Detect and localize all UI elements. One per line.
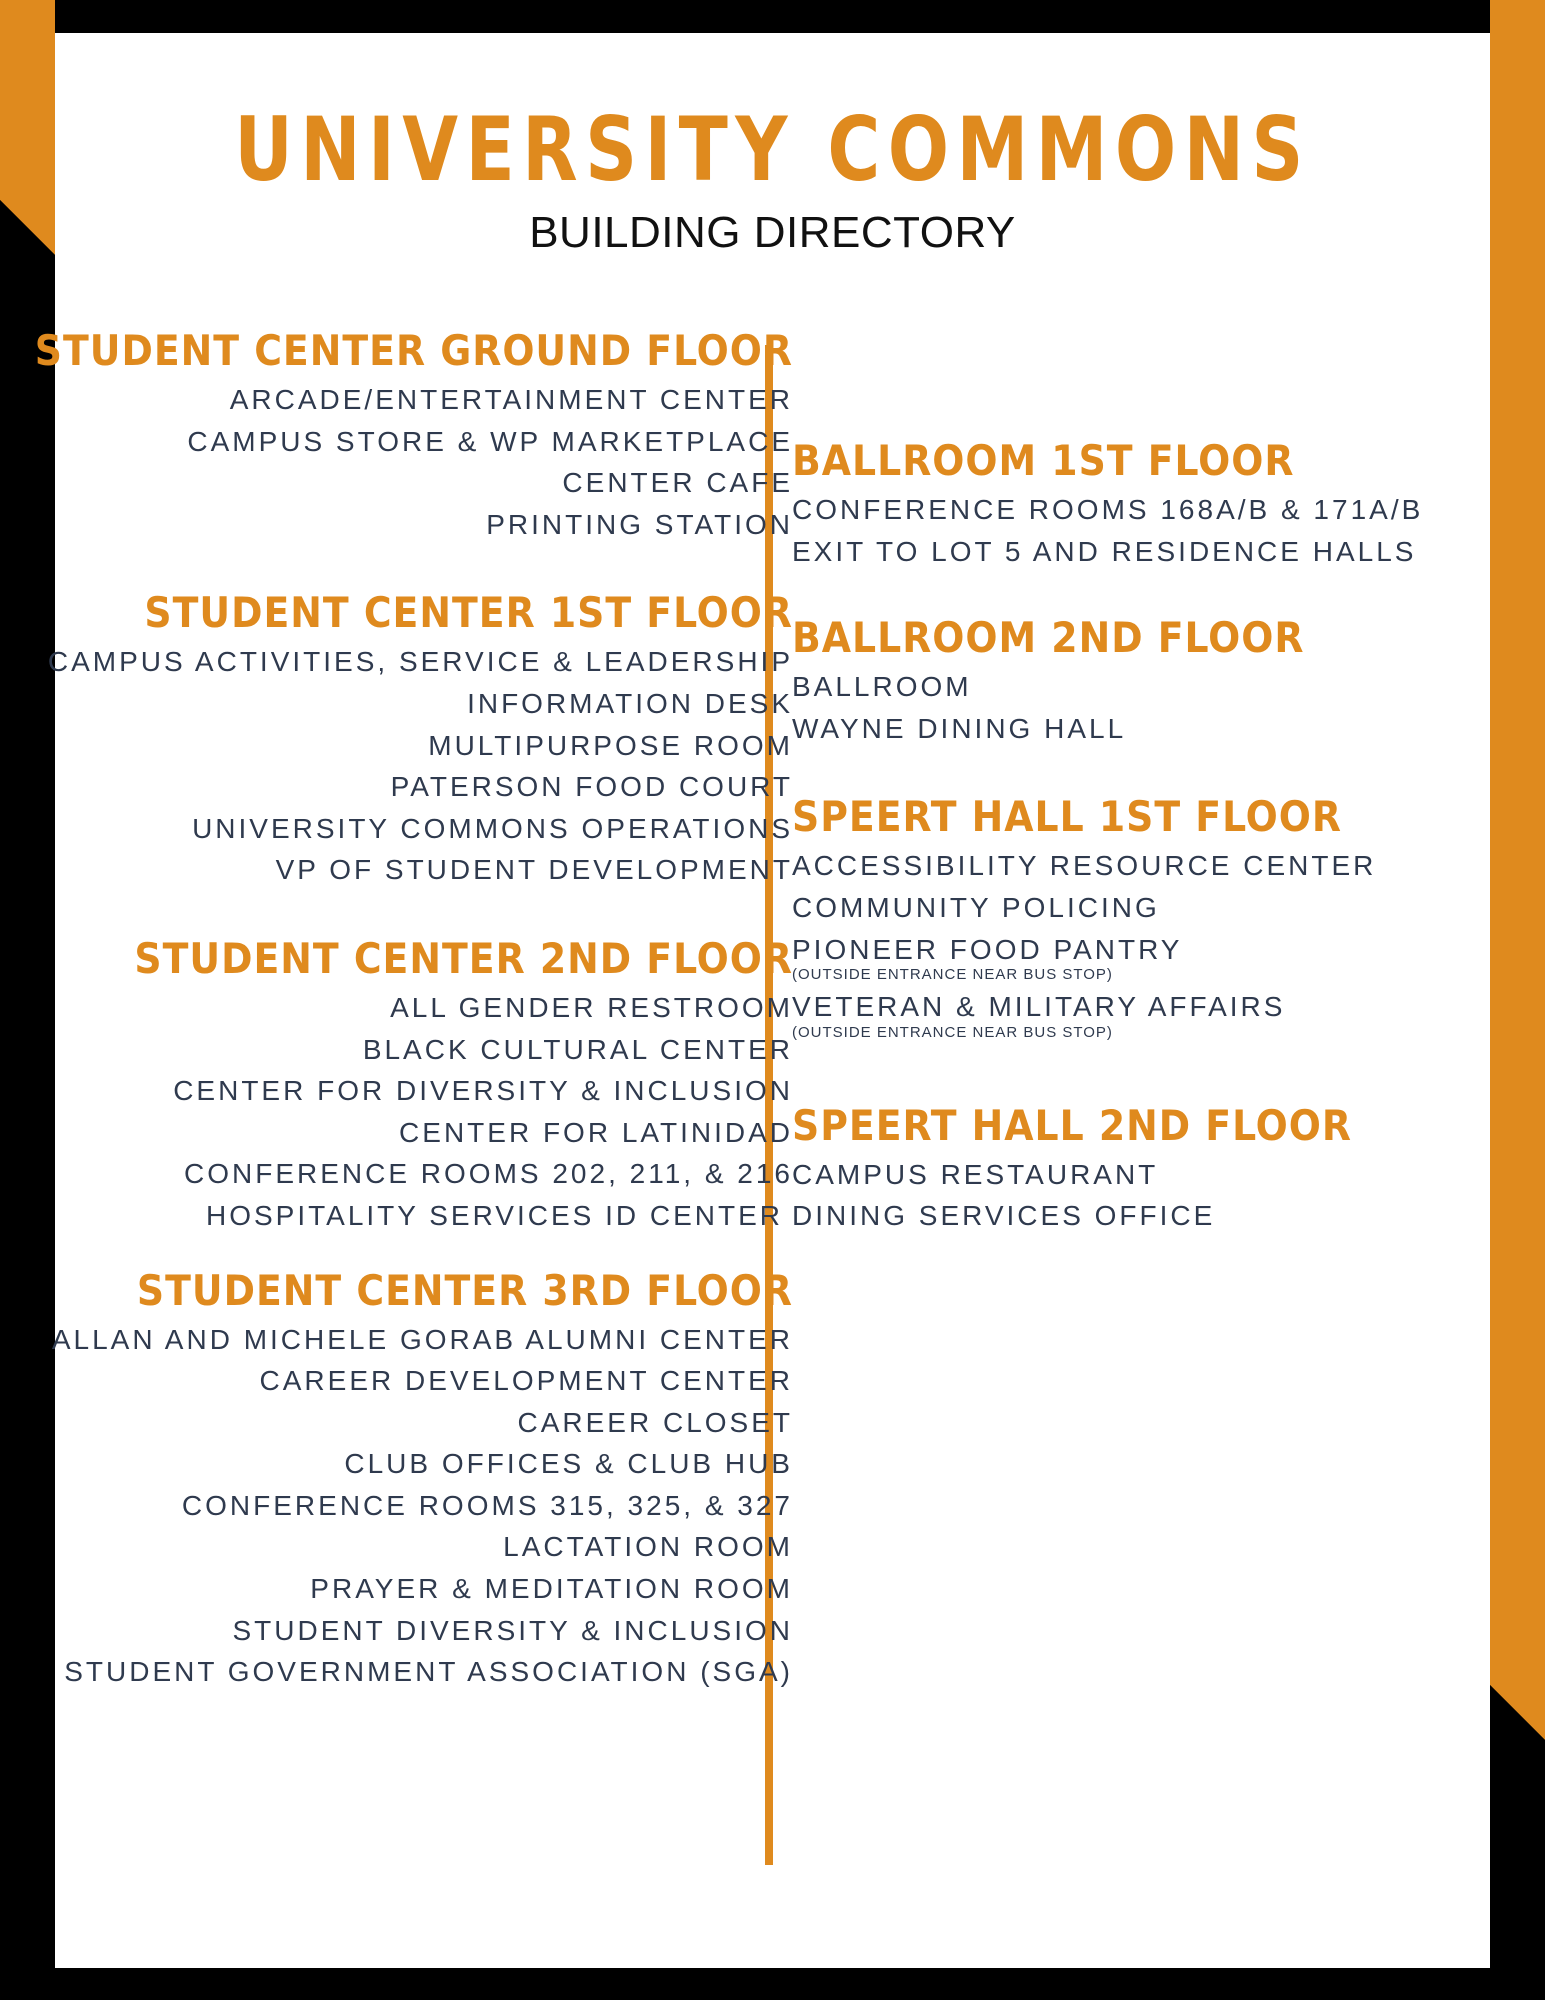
directory-item: CENTER FOR DIVERSITY & INCLUSION (173, 1075, 793, 1107)
directory-item: CENTER FOR LATINIDAD (399, 1116, 793, 1148)
section-heading: BALLROOM 2ND FLOOR (792, 613, 1305, 663)
directory-item: MULTIPURPOSE ROOM (428, 729, 793, 761)
directory-item: PIONEER FOOD PANTRY (792, 933, 1183, 965)
directory-item: STUDENT GOVERNMENT ASSOCIATION (SGA) (64, 1656, 793, 1688)
directory-item-note: (OUTSIDE ENTRANCE NEAR BUS STOP) (792, 966, 1113, 984)
section-heading: SPEERT HALL 2ND FLOOR (792, 1100, 1353, 1150)
directory-item: PATERSON FOOD COURT (390, 771, 793, 803)
directory-item: WAYNE DINING HALL (792, 712, 1127, 744)
directory-item: BLACK CULTURAL CENTER (362, 1033, 793, 1065)
section-ballroom-1st-floor (792, 433, 1423, 572)
section-heading: BALLROOM 1ST FLOOR (792, 436, 1295, 485)
directory-item: BALLROOM (792, 671, 972, 703)
section-speert-hall-1st-floor (792, 789, 1423, 1041)
directory-page (34, 33, 1490, 1968)
directory-item: INFORMATION DESK (467, 687, 793, 719)
page-title: UNIVERSITY COMMONS (234, 98, 1311, 201)
directory-item: VETERAN & MILITARY AFFAIRS (792, 991, 1286, 1023)
directory-item: CENTER CAFE (562, 467, 793, 499)
directory-item: CLUB OFFICES & CLUB HUB (344, 1448, 793, 1480)
directory-item: PRINTING STATION (486, 508, 793, 540)
section-student-center-2nd-floor (35, 931, 793, 1237)
directory-item: ALL GENDER RESTROOM (390, 991, 793, 1023)
directory-item: CONFERENCE ROOMS 202, 211, & 216 (184, 1158, 793, 1190)
directory-item: ARCADE/ENTERTAINMENT CENTER (229, 384, 793, 415)
section-heading: STUDENT CENTER 1ST FLOOR (144, 588, 793, 638)
directory-item: ALLAN AND MICHELE GORAB ALUMNI CENTER (51, 1323, 793, 1355)
directory-item: HOSPITALITY SERVICES ID CENTER (205, 1199, 783, 1231)
section-heading: STUDENT CENTER 3RD FLOOR (136, 1265, 793, 1315)
section-student-center-1st-floor (35, 585, 793, 891)
directory-item: CAREER CLOSET (517, 1406, 793, 1438)
directory-item: DINING SERVICES OFFICE (792, 1200, 1216, 1232)
section-ballroom-2nd-floor (792, 610, 1423, 749)
directory-item: STUDENT DIVERSITY & INCLUSION (232, 1614, 793, 1646)
section-heading: STUDENT CENTER GROUND FLOOR (34, 326, 793, 375)
section-student-center-ground-floor (35, 323, 793, 545)
directory-item: ACCESSIBILITY RESOURCE CENTER (792, 850, 1377, 882)
directory-item: UNIVERSITY COMMONS OPERATIONS (192, 812, 793, 844)
page-subtitle: BUILDING DIRECTORY (529, 208, 1016, 257)
directory-item: CONFERENCE ROOMS 168A/B & 171A/B (792, 494, 1424, 525)
directory-item: COMMUNITY POLICING (792, 891, 1160, 923)
directory-item: CAMPUS RESTAURANT (792, 1158, 1159, 1190)
directory-item: VP OF STUDENT DEVELOPMENT (275, 854, 793, 886)
right-column (792, 433, 1423, 1237)
directory-item: CAMPUS STORE & WP MARKETPLACE (187, 425, 793, 457)
section-speert-hall-2nd-floor (792, 1098, 1423, 1237)
section-heading: STUDENT CENTER 2ND FLOOR (134, 933, 793, 983)
left-column (35, 323, 793, 1693)
directory-item: CONFERENCE ROOMS 315, 325, & 327 (181, 1489, 793, 1521)
section-student-center-3rd-floor (35, 1263, 793, 1693)
directory-item: CAREER DEVELOPMENT CENTER (259, 1365, 793, 1397)
section-heading: SPEERT HALL 1ST FLOOR (792, 792, 1342, 842)
directory-item: EXIT TO LOT 5 AND RESIDENCE HALLS (792, 535, 1417, 567)
directory-item: PRAYER & MEDITATION ROOM (310, 1573, 793, 1605)
directory-item: CAMPUS ACTIVITIES, SERVICE & LEADERSHIP (47, 646, 793, 678)
directory-item: LACTATION ROOM (503, 1531, 793, 1563)
directory-item-note: (OUTSIDE ENTRANCE NEAR BUS STOP) (792, 1023, 1113, 1041)
